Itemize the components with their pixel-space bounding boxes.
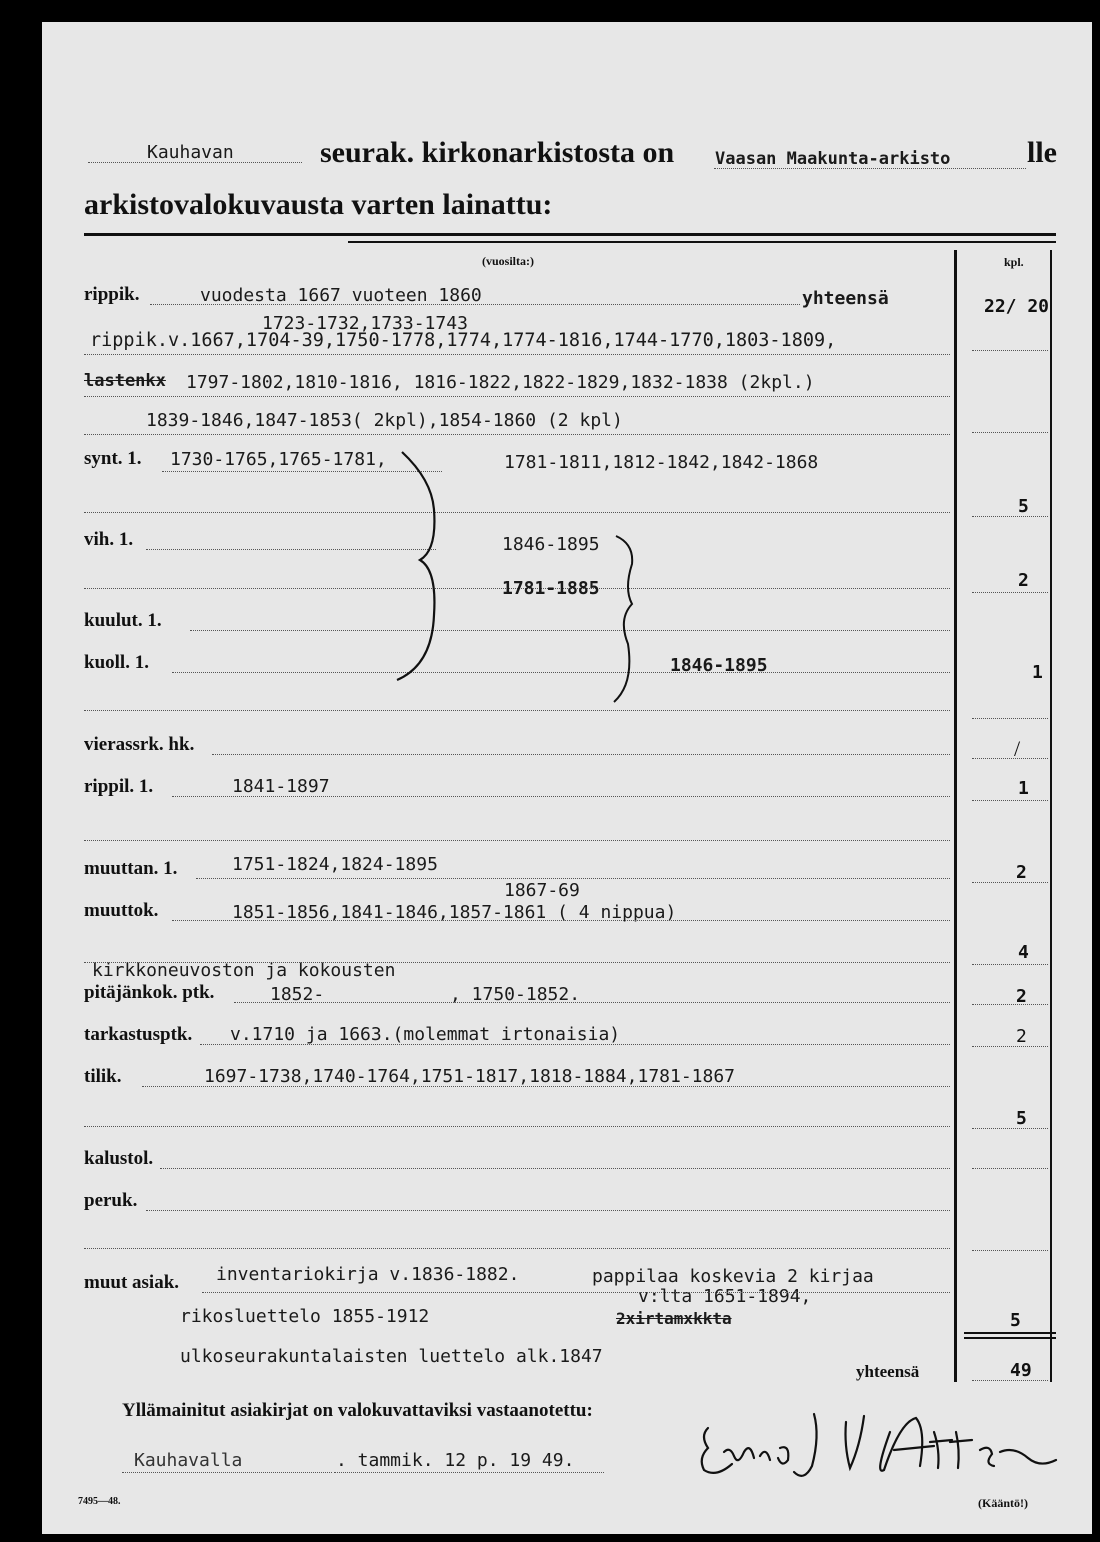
count-tarkastus: 2 — [1016, 1026, 1027, 1047]
count-synt: 5 — [1018, 496, 1029, 517]
rippik-range: vuodesta 1667 vuoteen 1860 — [200, 285, 482, 306]
label-synt: synt. 1. — [84, 448, 142, 469]
muut-pappilaa: pappilaa koskevia 2 kirjaa — [592, 1266, 874, 1287]
label-vih: vih. 1. — [84, 529, 134, 550]
total-rule-1 — [964, 1332, 1056, 1334]
date: . tammik. 12 p. 19 49. — [336, 1450, 575, 1471]
brace-right — [612, 534, 642, 706]
synt-years-right: 1781-1811,1812-1842,1842-1868 — [504, 452, 819, 473]
count-pitajankok: 2 — [1016, 986, 1027, 1007]
label-tarkastusptk: tarkastusptk. — [84, 1024, 193, 1045]
muuttok-overline: 1867-69 — [504, 880, 580, 901]
count-muuttok: 4 — [1018, 942, 1029, 963]
lastenkirjat-years-2: 1839-1846,1847-1853( 2kpl),1854-1860 (2 kpl) — [146, 410, 623, 431]
place: Kauhavalla — [134, 1450, 243, 1471]
muuttan-years: 1751-1824,1824-1895 — [232, 854, 438, 875]
parish-name: Kauhavan — [147, 142, 234, 163]
label-muut-asiak: muut asiak. — [84, 1272, 180, 1293]
muut-rikosluettelo: rikosluettelo 1855-1912 — [180, 1306, 430, 1327]
muut-inventariokirja: inventariokirja v.1836-1882. — [216, 1264, 520, 1285]
pitajankok-years-right: , 1750-1852. — [450, 984, 581, 1005]
label-lastenkirjat: lastenkx — [84, 371, 166, 391]
label-rippil: rippil. 1. — [84, 776, 154, 797]
total-rule-2 — [964, 1337, 1056, 1339]
label-muuttok: muuttok. — [84, 900, 159, 921]
count-muuttan: 2 — [1016, 862, 1027, 883]
count-column-header: kpl. — [1004, 255, 1024, 269]
title-line2: arkistovalokuvausta varten lainattu: — [84, 188, 553, 221]
label-peruk: peruk. — [84, 1190, 138, 1211]
count-tilik: 5 — [1016, 1108, 1027, 1129]
right-margin-divider — [1050, 250, 1052, 1382]
muuttok-years: 1851-1856,1841-1846,1857-1861 ( 4 nippua) — [232, 902, 677, 923]
title-main: seurak. kirkonarkistosta on — [320, 136, 675, 169]
reverse-stamp: (Kääntö!) — [978, 1496, 1028, 1510]
rippik-volumes: rippik.v.1667,1704-39,1750-1778,1774,1774-1816,1744-1770,1803-1809, — [90, 330, 837, 351]
count-muut: 5 — [1010, 1310, 1021, 1331]
label-rippik: rippik. — [84, 284, 140, 305]
archive-name: Vaasan Maakunta-arkisto — [715, 149, 951, 169]
count-total: 49 — [1010, 1360, 1032, 1381]
form-number: 7495—48. — [78, 1496, 121, 1507]
kuulut-years: 1781-1885 — [502, 578, 600, 599]
header-rule-thin — [348, 241, 1056, 243]
rippil-years: 1841-1897 — [232, 776, 330, 797]
count-vierassrk: / — [1014, 736, 1021, 761]
brace-left — [392, 450, 442, 682]
rippik-yhteensa: yhteensä — [802, 288, 889, 309]
label-tilik: tilik. — [84, 1066, 122, 1087]
label-total: yhteensä — [856, 1362, 920, 1381]
title-suffix: lle — [1027, 136, 1057, 169]
synt-years: 1730-1765,1765-1781, — [170, 449, 387, 470]
tarkastus-text: v.1710 ja 1663.(molemmat irtonaisia) — [230, 1024, 621, 1045]
vih-years: 1846-1895 — [502, 534, 600, 555]
kuoll-years: 1846-1895 — [670, 655, 768, 676]
label-kalustol: kalustol. — [84, 1148, 154, 1169]
label-muuttan: muuttan. 1. — [84, 858, 178, 879]
label-vierassrk: vierassrk. hk. — [84, 734, 195, 755]
muut-ulkoseurakunta: ulkoseurakuntalaisten luettelo alk.1847 — [180, 1346, 603, 1367]
signature — [694, 1406, 1066, 1484]
rippik-overline: 1723-1732,1733-1743 — [262, 313, 468, 334]
muut-pappilaa-years: v:lta 1651-1894, — [638, 1286, 812, 1307]
label-pitajankok: pitäjänkok. ptk. — [84, 982, 215, 1003]
count-column-divider — [954, 250, 957, 1382]
count-rippik: 22/ 20 — [984, 296, 1050, 317]
years-column-header: (vuosilta:) — [482, 254, 534, 268]
lastenkirjat-years: 1797-1802,1810-1816, 1816-1822,1822-1829,1832-1838 (2kpl.) — [186, 372, 815, 393]
tilik-years: 1697-1738,1740-1764,1751-1817,1818-1884,1781-1867 — [204, 1066, 736, 1087]
count-rippil: 1 — [1018, 778, 1029, 799]
kirkkoneuvoston-prefix: kirkkoneuvoston ja kokousten — [92, 960, 396, 981]
pitajankok-years: 1852- — [270, 984, 325, 1005]
document-page — [42, 22, 1092, 1534]
header-rule — [84, 233, 1056, 236]
received-text: Yllämainitut asiakirjat on valokuvattaviksi vastaanotettu: — [122, 1400, 593, 1421]
label-kuoll: kuoll. 1. — [84, 652, 149, 673]
label-kuulut: kuulut. 1. — [84, 610, 162, 631]
count-kuoll: 1 — [1032, 662, 1043, 683]
count-vih: 2 — [1018, 570, 1029, 591]
muut-struck-text: 2xirtamxkkta — [616, 1309, 732, 1328]
